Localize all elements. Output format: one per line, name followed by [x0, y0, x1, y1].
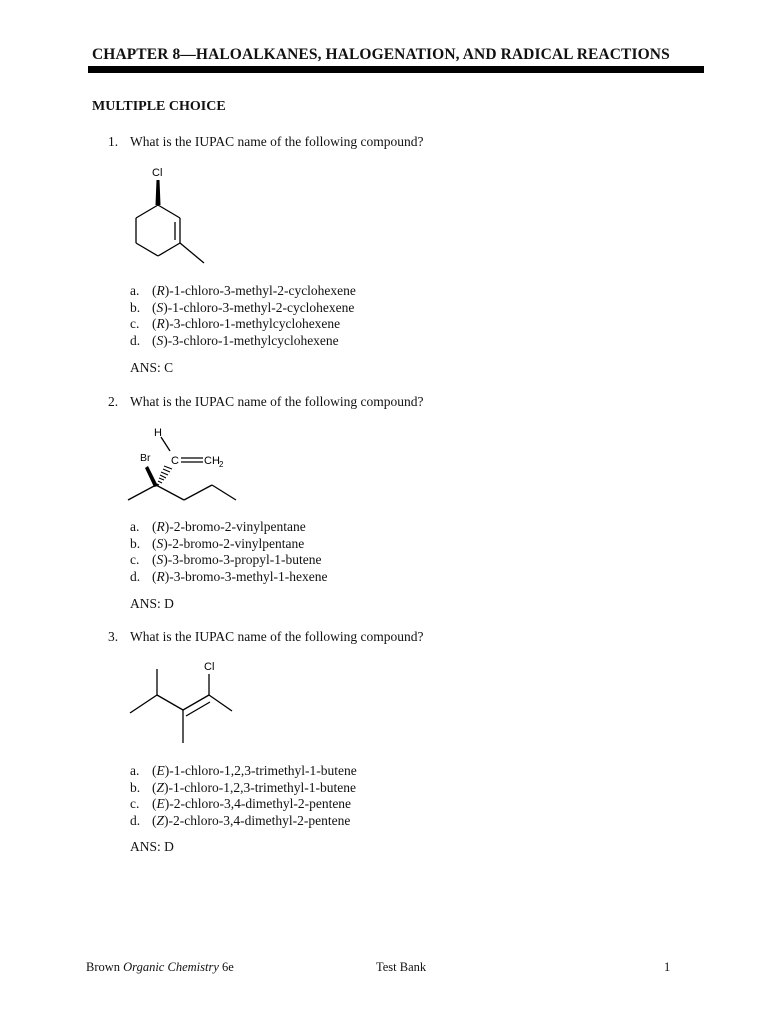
methylene-label: CH: [204, 455, 220, 467]
option-c[interactable]: c. (S)-3-bromo-3-propyl-1-butene: [130, 552, 322, 568]
option-b[interactable]: b. (S)-1-chloro-3-methyl-2-cyclohexene: [130, 299, 355, 315]
structure-q2: [118, 420, 258, 515]
option-b[interactable]: b. (Z)-1-chloro-1,2,3-trimethyl-1-butene: [130, 779, 356, 795]
subscript-label: 2: [219, 460, 224, 469]
footer-edition: 6e: [218, 960, 234, 974]
option-b[interactable]: b. (S)-2-bromo-2-vinylpentane: [130, 535, 305, 551]
option-d[interactable]: d. (S)-3-chloro-1-methylcyclohexene: [130, 332, 339, 348]
answer-q1: ANS: C: [130, 360, 174, 375]
footer-author: Brown: [86, 960, 124, 974]
footer-book-title: Organic Chemistry: [123, 960, 219, 974]
section-heading: MULTIPLE CHOICE: [92, 99, 226, 114]
question-3: [108, 629, 423, 645]
chlorine-label: Cl: [152, 167, 163, 179]
options-q2: [130, 519, 327, 585]
question-2: [108, 394, 423, 410]
bromine-label: Br: [140, 452, 151, 464]
question-text: What is the IUPAC name of the following compound?: [130, 134, 424, 149]
option-a[interactable]: a. (R)-2-bromo-2-vinylpentane: [130, 519, 306, 534]
chapter-title: CHAPTER 8—HALOALKANES, HALOGENATION, AND RADICAL REACTIONS: [92, 46, 670, 63]
question-number: 2.: [108, 394, 119, 409]
hydrogen-label: H: [154, 427, 162, 439]
answer-q3: ANS: D: [130, 839, 174, 854]
page-number: 1: [664, 960, 671, 974]
carbon-label: C: [171, 455, 179, 467]
option-c[interactable]: c. (R)-3-chloro-1-methylcyclohexene: [130, 316, 341, 332]
option-d[interactable]: d. (Z)-2-chloro-3,4-dimethyl-2-pentene: [130, 812, 351, 828]
question-text: What is the IUPAC name of the following compound?: [130, 629, 424, 644]
question-1: [108, 134, 423, 150]
option-a[interactable]: a. (E)-1-chloro-1,2,3-trimethyl-1-butene: [130, 763, 357, 778]
structure-q1: [118, 160, 228, 272]
option-d[interactable]: d. (R)-3-bromo-3-methyl-1-hexene: [130, 568, 328, 584]
answer-q2: ANS: D: [130, 596, 174, 611]
chlorine-label: Cl: [204, 661, 215, 673]
title-rule: [88, 66, 704, 73]
footer-center: Test Bank: [376, 960, 427, 974]
option-a[interactable]: a. (R)-1-chloro-3-methyl-2-cyclohexene: [130, 283, 356, 298]
option-c[interactable]: c. (E)-2-chloro-3,4-dimethyl-2-pentene: [130, 796, 352, 812]
structure-q3: [118, 655, 248, 750]
options-q3: [130, 763, 357, 829]
question-number: 3.: [108, 629, 119, 644]
question-text: What is the IUPAC name of the following compound?: [130, 394, 424, 409]
options-q1: [130, 283, 356, 349]
question-number: 1.: [108, 134, 119, 149]
footer-book: [86, 960, 234, 975]
